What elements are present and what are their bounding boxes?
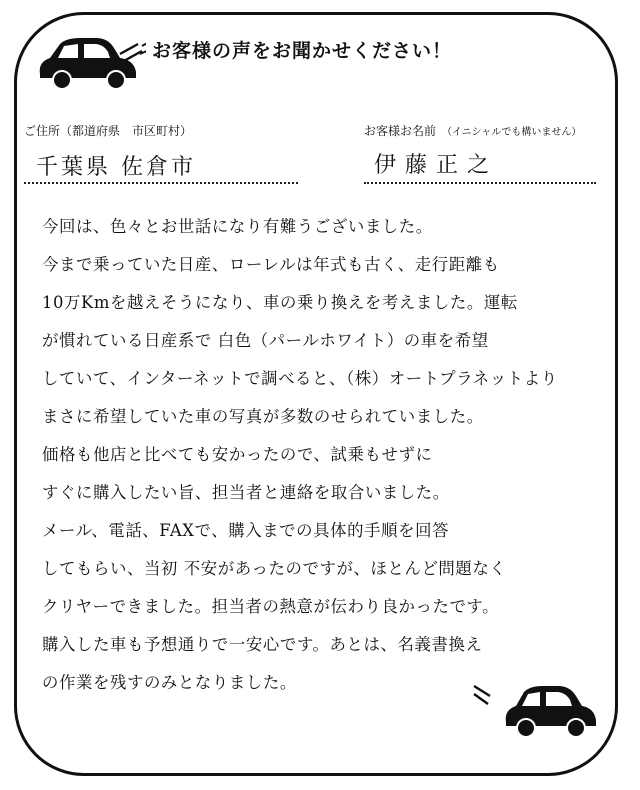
- name-label: [364, 122, 581, 139]
- body-line: 購入した車も予想通りで一安心です。あとは、名義書換え: [42, 635, 483, 654]
- address-value: 千葉県 佐倉市: [36, 155, 196, 180]
- address-label: ご住所（都道府県 市区町村）: [24, 124, 193, 138]
- car-icon: [500, 680, 600, 740]
- body-line: 価格も他店と比べても安かったので、試乗もせずに: [42, 445, 433, 464]
- page-title: お客様の声をお聞かせください！: [152, 40, 453, 62]
- name-value: 伊藤正之: [374, 153, 499, 178]
- name-label-text: お客様お名前: [364, 124, 437, 138]
- body-line: 10万Kmを越えそうになり、車の乗り換えを考えました。運転: [42, 293, 518, 312]
- name-underline: [364, 182, 596, 184]
- motion-lines-icon: [118, 40, 144, 64]
- body-line: 今回は、色々とお世話になり有難うございました。: [42, 217, 433, 236]
- motion-lines-icon: [472, 684, 502, 706]
- address-underline: [24, 182, 298, 184]
- body-line: していて、インターネットで調べると、（株）オートプラネットより: [42, 369, 558, 388]
- body-line: の作業を残すのみとなりました。: [42, 673, 297, 692]
- body-line: すぐに購入したい旨、担当者と連絡を取合いました。: [42, 483, 450, 502]
- body-line: メール、電話、FAXで、購入までの具体的手順を回答: [42, 521, 450, 540]
- body-line: してもらい、当初 不安があったのですが、ほとんど問題なく: [42, 559, 507, 578]
- body-line: が慣れている日産系で 白色（パールホワイト）の車を希望: [42, 331, 489, 350]
- body-line: クリヤーできました。担当者の熱意が伝わり良かったです。: [42, 597, 500, 616]
- body-line: まさに希望していた車の写真が多数のせられていました。: [42, 407, 484, 426]
- testimonial-body: [42, 208, 602, 702]
- body-line: 今まで乗っていた日産、ローレルは年式も古く、走行距離も: [42, 255, 500, 274]
- name-label-note: （イニシャルでも構いません）: [442, 127, 582, 138]
